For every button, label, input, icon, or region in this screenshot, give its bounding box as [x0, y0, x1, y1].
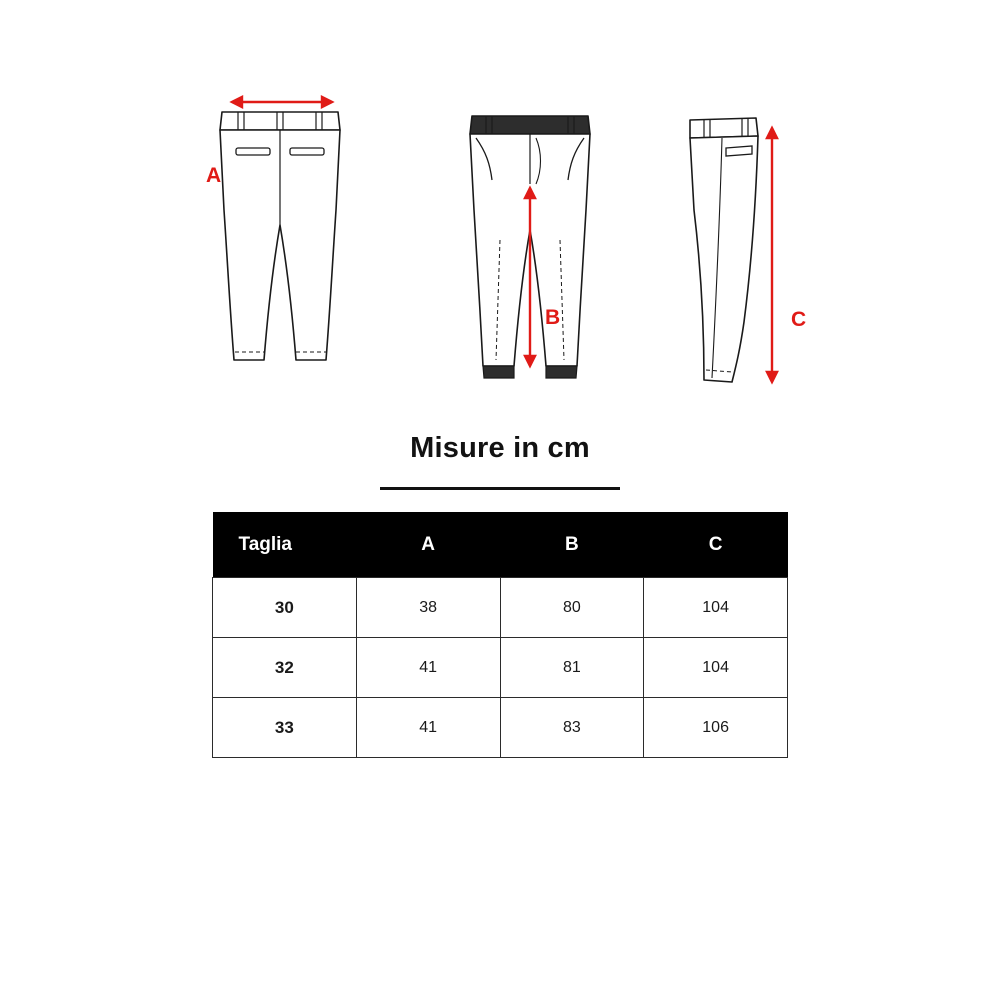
cell-a: 41 — [356, 638, 500, 698]
cell-c: 106 — [644, 698, 788, 758]
title-block — [0, 432, 1000, 490]
dimension-label-b: B — [545, 306, 561, 329]
cell-size: 33 — [213, 698, 357, 758]
table-row — [213, 698, 788, 758]
cell-b: 83 — [500, 698, 644, 758]
dimension-label-a: A — [206, 164, 222, 187]
header-c: C — [644, 512, 788, 578]
trousers-side-view — [660, 60, 860, 400]
title-divider — [380, 487, 620, 490]
size-table — [212, 512, 788, 758]
header-taglia: Taglia — [213, 512, 357, 578]
cell-b: 80 — [500, 578, 644, 638]
table-row — [213, 638, 788, 698]
table-row — [213, 578, 788, 638]
cell-size: 32 — [213, 638, 357, 698]
cell-b: 81 — [500, 638, 644, 698]
size-table-wrapper — [212, 512, 788, 758]
cell-a: 38 — [356, 578, 500, 638]
header-a: A — [356, 512, 500, 578]
trousers-front-view — [430, 60, 630, 400]
cell-c: 104 — [644, 638, 788, 698]
dimension-label-c: C — [791, 308, 807, 331]
table-header-row — [213, 512, 788, 578]
header-b: B — [500, 512, 644, 578]
cell-c: 104 — [644, 578, 788, 638]
page-title: Misure in cm — [410, 432, 590, 464]
trousers-back-view — [180, 60, 380, 400]
cell-size: 30 — [213, 578, 357, 638]
cell-a: 41 — [356, 698, 500, 758]
illustrations-area — [0, 60, 1000, 420]
